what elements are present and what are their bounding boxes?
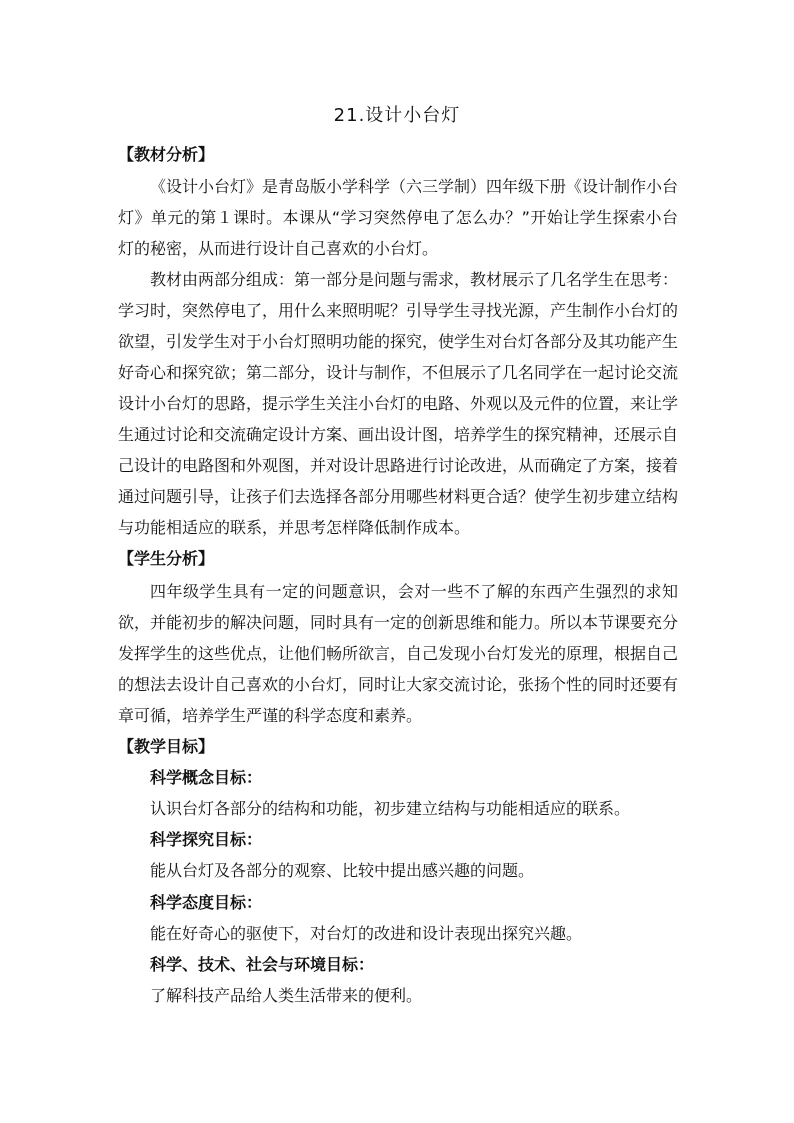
goal-label-attitude: 科学态度目标： (150, 893, 263, 912)
goal-label-stse: 科学、技术、社会与环境目标： (150, 955, 375, 974)
paragraph-textbook-intro: 《设计小台灯》是青岛版小学科学（六三学制）四年级下册《设计制作小台灯》单元的第１课时。本课从“学习突然停电了怎么办？”开始让学生探索小台灯的秘密，从而进行设计自己喜欢的小台灯。 (118, 177, 679, 258)
goal-text-inquiry: 能从台灯及各部分的观察、比较中提出感兴趣的问题。 (150, 861, 535, 880)
section-heading-textbook-analysis: 【教材分析】 (118, 145, 215, 164)
section-heading-student-analysis: 【学生分析】 (118, 549, 215, 568)
section-heading-teaching-goals: 【教学目标】 (118, 737, 215, 756)
paragraph-textbook-structure: 教材由两部分组成：第一部分是问题与需求，教材展示了几名学生在思考：学习时，突然停电了，用什么来照明呢？引导学生寻找光源，产生制作小台灯的欲望，引发学生对于小台灯照明功能的探究，使学生对台灯各部分及其功能产生好奇心和探究欲；第二部分，设计与制作，不但展示了几名同学在一起讨论交流设计小台灯的思路，提示学生关注小台灯的电路、外观以及元件的位置，来让学生通过讨论和交流确定设计方案、画出设计图，培养学生的探究精神，还展示自己设计的电路图和外观图，并对设计思路进行讨论改进，从而确定了方案，接着通过问题引导，让孩子们去选择各部分用哪些材料更合适？使学生初步建立结构与功能相适应的联系，并思考怎样降低制作成本。 (118, 270, 679, 537)
goal-text-attitude: 能在好奇心的驱使下，对台灯的改进和设计表现出探究兴趣。 (150, 924, 583, 943)
document-title: 21.设计小台灯 (333, 105, 461, 126)
paragraph-student-analysis: 四年级学生具有一定的问题意识，会对一些不了解的东西产生强烈的求知欲，并能初步的解决问题，同时具有一定的创新思维和能力。所以本节课要充分发挥学生的这些优点，让他们畅所欲言，自己发现小台灯发光的原理，根据自己的想法去设计自己喜欢的小台灯，同时让大家交流讨论，张扬个性的同时还要有章可循，培养学生严谨的科学态度和素养。 (118, 582, 679, 725)
goal-text-stse: 了解科技产品给人类生活带来的便利。 (150, 986, 423, 1005)
goal-text-concept: 认识台灯各部分的结构和功能，初步建立结构与功能相适应的联系。 (150, 799, 631, 818)
goal-label-concept: 科学概念目标： (150, 768, 263, 787)
goal-label-inquiry: 科学探究目标： (150, 830, 263, 849)
